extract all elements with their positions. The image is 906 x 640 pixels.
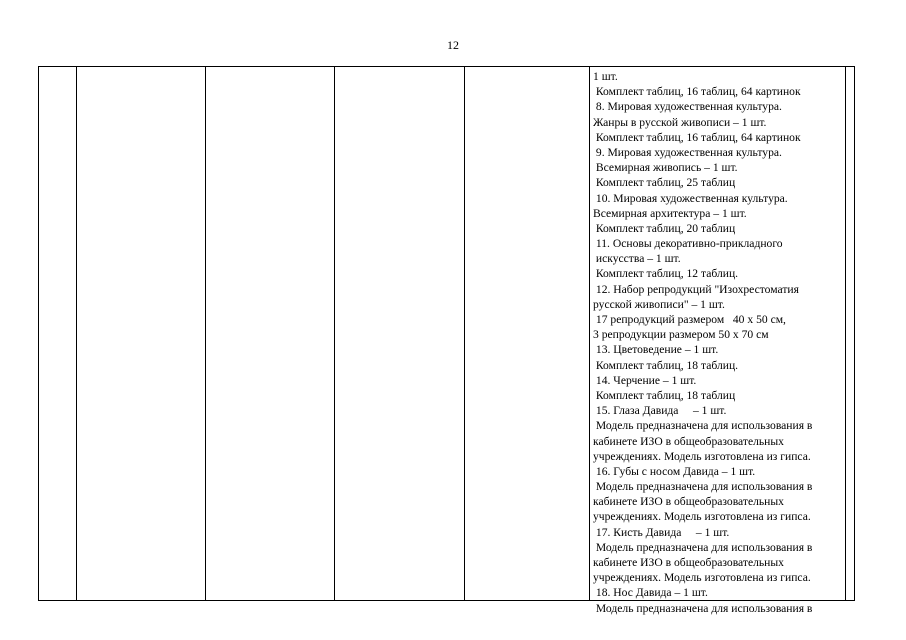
page-number: 12	[447, 38, 459, 52]
column-divider	[464, 67, 465, 600]
description-line: Комплект таблиц, 20 таблиц	[593, 221, 736, 235]
description-line: 14. Черчение – 1 шт.	[593, 373, 697, 387]
equipment-description-cell	[593, 69, 845, 616]
description-line: 13. Цветоведение – 1 шт.	[593, 343, 719, 357]
description-line: Комплект таблиц, 18 таблиц.	[593, 358, 739, 372]
description-line: Комплект таблиц, 16 таблиц, 64 картинок	[593, 130, 801, 144]
column-divider	[334, 67, 335, 600]
description-line: 17 репродукций размером 40 x 50 см,	[593, 313, 786, 326]
description-line: Комплект таблиц, 25 таблиц	[593, 176, 736, 190]
description-line: Модель предназначена для использования в	[593, 601, 813, 615]
description-line: Модель предназначена для использования в	[593, 419, 813, 433]
description-line: 17. Кисть Давида – 1 шт.	[593, 525, 730, 539]
description-line: учреждениях. Модель изготовлена из гипса.	[593, 571, 811, 585]
description-line: 9. Мировая художественная культура.	[593, 145, 782, 159]
description-line: 15. Глаза Давида – 1 шт.	[593, 404, 727, 418]
description-line: русской живописи" – 1 шт.	[593, 297, 725, 311]
column-divider	[845, 67, 846, 600]
description-line: 16. Губы с носом Давида – 1 шт.	[593, 464, 756, 478]
description-line: кабинете ИЗО в общеобразовательных	[593, 495, 784, 509]
description-line: учреждениях. Модель изготовлена из гипса.	[593, 449, 811, 463]
column-divider	[589, 67, 590, 600]
description-line: 10. Мировая художественная культура.	[593, 191, 788, 205]
description-line: кабинете ИЗО в общеобразовательных	[593, 556, 784, 569]
description-line: Всемирная архитектура – 1 шт.	[593, 206, 747, 220]
description-line: Модель предназначена для использования в	[593, 480, 813, 494]
column-divider	[205, 67, 206, 600]
description-line: 12. Набор репродукций "Изохрестоматия	[593, 282, 799, 296]
description-line: искусства – 1 шт.	[593, 252, 681, 266]
column-divider	[76, 67, 77, 600]
description-line: Комплект таблиц, 18 таблиц	[593, 388, 736, 402]
description-line: 8. Мировая художественная культура.	[593, 100, 782, 114]
description-line: Жанры в русской живописи – 1 шт.	[593, 115, 767, 129]
description-line: 18. Нос Давида – 1 шт.	[593, 586, 708, 600]
description-line: Модель предназначена для использования в	[593, 540, 813, 554]
equipment-table	[38, 66, 855, 615]
description-line: Комплект таблиц, 12 таблиц.	[593, 267, 739, 281]
description-line: 11. Основы декоративно-прикладного	[593, 237, 783, 251]
description-line: 3 репродукции размером 50 x 70 см	[593, 328, 769, 342]
description-line: Комплект таблиц, 16 таблиц, 64 картинок	[593, 85, 801, 99]
description-line: учреждениях. Модель изготовлена из гипса.	[593, 510, 811, 524]
description-line: 1 шт.	[593, 70, 618, 83]
description-line: Всемирная живопись – 1 шт.	[593, 161, 738, 175]
description-line: кабинете ИЗО в общеобразовательных	[593, 434, 784, 448]
